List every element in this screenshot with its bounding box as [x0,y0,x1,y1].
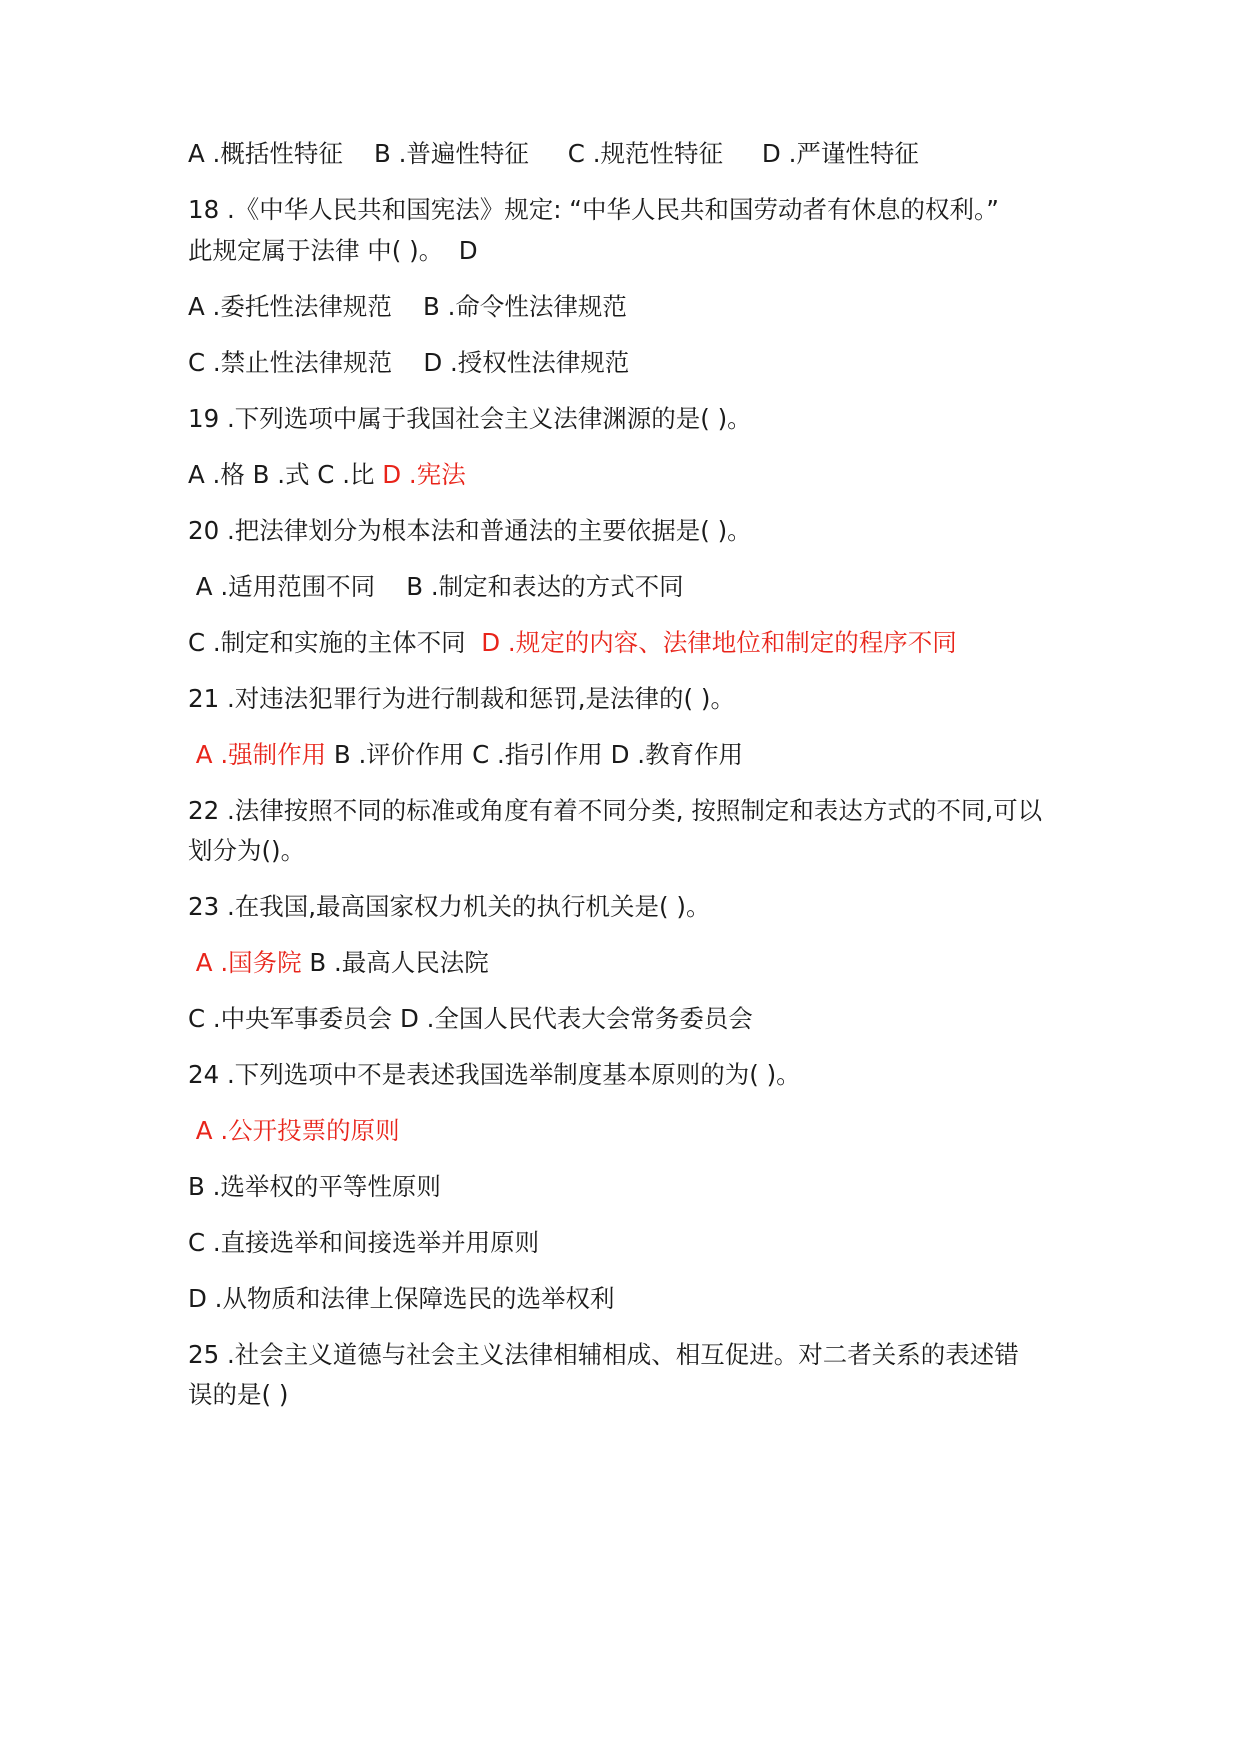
text-segment: A .格 B .式 C .比 [188,460,383,489]
line-q20-options-ab [188,566,684,608]
line-q17-options [188,133,919,175]
answer-highlight: A .公开投票的原则 [195,1116,400,1145]
text-segment: A .概括性特征 B .普遍性特征 C .规范性特征 D .严谨性特征 [188,139,919,168]
text-segment: 22 .法律按照不同的标准或角度有着不同分类, 按照制定和表达方式的不同,可以 [188,796,1043,825]
line-q25-stem-2 [188,1374,288,1416]
answer-highlight: A .强制作用 [195,740,327,769]
line-q19-stem [188,398,752,440]
text-segment: C .制定和实施的主体不同 [188,628,482,657]
line-q24-option-a [188,1110,400,1152]
line-q25-stem-1 [188,1334,1019,1376]
answer-highlight: D .规定的内容、法律地位和制定的程序不同 [481,628,957,657]
line-q18-options-cd [188,342,629,384]
text-segment: 23 .在我国,最高国家权力机关的执行机关是( )。 [188,892,711,921]
line-q18-options-ab [188,286,627,328]
line-q19-options [188,454,466,496]
text-segment: 24 .下列选项中不是表述我国选举制度基本原则的为( )。 [188,1060,801,1089]
line-q21-options [188,734,743,776]
text-segment: 25 .社会主义道德与社会主义法律相辅相成、相互促进。对二者关系的表述错 [188,1340,1019,1369]
line-q20-options-cd [188,622,957,664]
line-q20-stem [188,510,752,552]
text-segment: B .评价作用 C .指引作用 D .教育作用 [326,740,744,769]
text-segment: 19 .下列选项中属于我国社会主义法律渊源的是( )。 [188,404,752,433]
line-q24-option-d [188,1278,614,1320]
text-segment: 20 .把法律划分为根本法和普通法的主要依据是( )。 [188,516,752,545]
line-q18-stem-1 [188,189,999,231]
text-segment: C .禁止性法律规范 D .授权性法律规范 [188,348,630,377]
text-segment [188,948,196,977]
line-q24-stem [188,1054,801,1096]
line-q23-options-ab [188,942,489,984]
line-q23-options-cd [188,998,753,1040]
text-segment [188,1116,196,1145]
text-segment: A .委托性法律规范 B .命令性法律规范 [188,292,627,321]
text-segment: 划分为()。 [188,836,306,865]
text-segment: B .最高人民法院 [301,948,489,977]
line-q22-stem-2 [188,830,305,872]
line-q18-stem-2 [188,230,478,272]
answer-highlight: A .国务院 [195,948,302,977]
answer-highlight: D .宪法 [382,460,466,489]
line-q24-option-c [188,1222,539,1264]
text-segment: 此规定属于法律 中( )。 D [188,236,478,265]
line-q22-stem-1 [188,790,1042,832]
line-q23-stem [188,886,710,928]
text-segment: 21 .对违法犯罪行为进行制裁和惩罚,是法律的( )。 [188,684,735,713]
line-q24-option-b [188,1166,441,1208]
text-segment: A .适用范围不同 B .制定和表达的方式不同 [188,572,684,601]
text-segment: 18 .《中华人民共和国宪法》规定: “中华人民共和国劳动者有休息的权利。” [188,195,999,224]
text-segment: 误的是( ) [188,1380,289,1409]
text-segment: B .选举权的平等性原则 [188,1172,441,1201]
text-segment: C .中央军事委员会 D .全国人民代表大会常务委员会 [188,1004,753,1033]
text-segment: D .从物质和法律上保障选民的选举权利 [188,1284,615,1313]
text-segment [188,740,196,769]
line-q21-stem [188,678,735,720]
text-segment: C .直接选举和间接选举并用原则 [188,1228,540,1257]
